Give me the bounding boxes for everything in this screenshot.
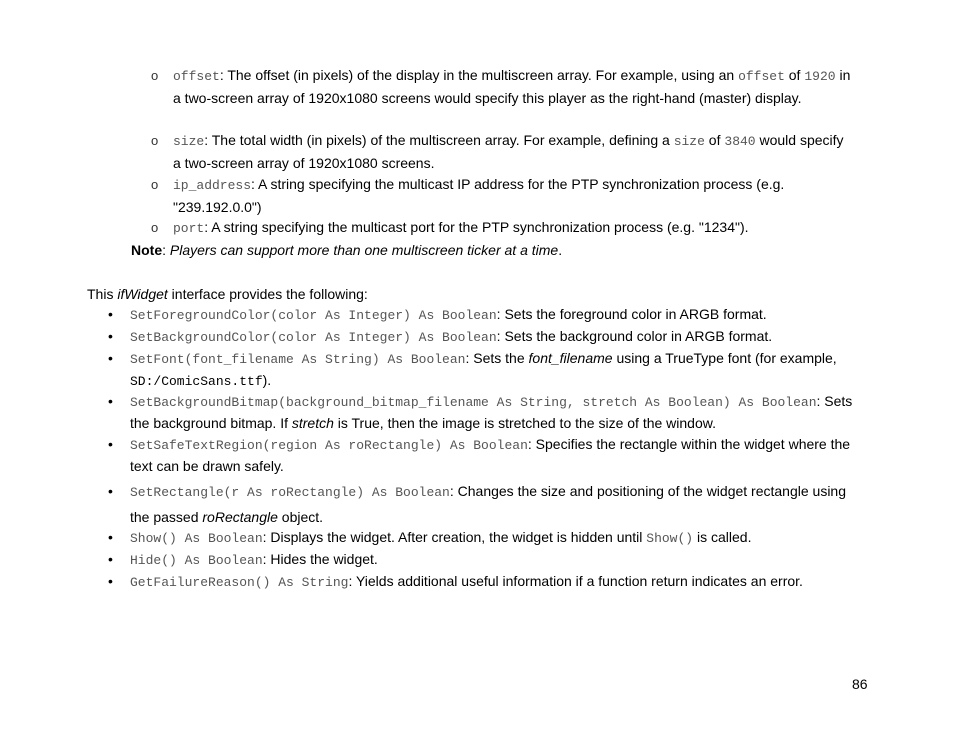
inline-code: Show() — [646, 531, 694, 546]
param-code: ip_address — [173, 178, 252, 193]
bullet-icon: • — [108, 393, 113, 409]
bullet-icon: • — [108, 529, 113, 545]
bullet-icon: • — [108, 573, 113, 589]
method-description: : Specifies the rectangle within the widget where the text can be drawn safely. — [130, 436, 851, 474]
param-name: font_filename — [528, 350, 613, 366]
method-item — [108, 571, 865, 593]
param-code: size — [173, 134, 205, 149]
sub-item-port — [151, 217, 853, 240]
method-description: is called. — [693, 529, 752, 545]
method-item — [108, 326, 865, 348]
method-description: : Sets the — [465, 350, 529, 366]
method-signature: SetSafeTextRegion(region As roRectangle) As Boolean — [130, 438, 528, 453]
method-signature: SetForegroundColor(color As Integer) As Boolean — [130, 308, 497, 323]
interface-name: ifWidget — [117, 286, 168, 302]
method-item — [108, 348, 865, 392]
inline-code: 3840 — [724, 134, 756, 149]
param-description: in a two-screen array of 1920x1080 screens would specify this player as the right-hand (master) display. — [173, 67, 851, 106]
method-description: is True, then the image is stretched to the size of the window. — [333, 415, 716, 431]
param-description: : The total width (in pixels) of the multiscreen array. For example, defining a — [204, 132, 674, 148]
note-paragraph — [131, 240, 562, 260]
method-description: : Changes the size and positioning of the widget rectangle using the passed — [130, 483, 847, 525]
method-item — [108, 527, 865, 549]
param-description: of — [704, 132, 725, 148]
method-signature: SetBackgroundColor(color As Integer) As Boolean — [130, 330, 497, 345]
inline-code: size — [673, 134, 705, 149]
sub-bullet-marker: o — [151, 68, 159, 83]
method-description: object. — [277, 509, 324, 525]
inline-code: 1920 — [804, 69, 836, 84]
bullet-icon: • — [108, 306, 113, 322]
intro-paragraph — [87, 284, 368, 304]
method-description: using a TrueType font (for example, — [612, 350, 837, 366]
sub-bullet-marker: o — [151, 177, 159, 192]
inline-code: offset — [738, 69, 785, 84]
param-description: : A string specifying the multicast IP address for the PTP synchronization process (e.g. "239.192.0.0") — [173, 176, 785, 215]
note-label: Note — [131, 242, 163, 258]
param-name: roRectangle — [202, 509, 278, 525]
sub-item-offset — [151, 65, 853, 109]
sub-item-size — [151, 130, 853, 174]
method-signature: Show() As Boolean — [130, 531, 263, 546]
method-description: : Displays the widget. After creation, the widget is hidden until — [262, 529, 647, 545]
note-text: Players can support more than one multiscreen ticker at a time — [169, 242, 559, 258]
intro-pre: This — [87, 286, 118, 302]
bullet-icon: • — [108, 436, 113, 452]
method-description: : Sets the background bitmap. If — [130, 393, 853, 431]
method-signature: Hide() As Boolean — [130, 553, 263, 568]
bullet-icon: • — [108, 328, 113, 344]
method-description: : Sets the foreground color in ARGB format. — [496, 306, 767, 322]
page-number: 86 — [852, 676, 868, 692]
method-item — [108, 549, 865, 571]
method-description: : Hides the widget. — [262, 551, 378, 567]
sub-bullet-marker: o — [151, 133, 159, 148]
sub-item-ip-address — [151, 174, 853, 218]
method-item — [108, 479, 865, 529]
method-signature: SetBackgroundBitmap(background_bitmap_filename As String, stretch As Boolean) As Boolean — [130, 395, 817, 410]
method-signature: SetFont(font_filename As String) As Boolean — [130, 352, 466, 367]
note-separator: : — [162, 242, 170, 258]
param-description: : The offset (in pixels) of the display in the multiscreen array. For example, using an — [219, 67, 739, 83]
note-end: . — [558, 242, 563, 258]
param-code: port — [173, 221, 205, 236]
param-name: stretch — [291, 415, 334, 431]
method-description: : Yields additional useful information if a function return indicates an error. — [348, 573, 803, 589]
param-description: would specify a two-screen array of 1920x1080 screens. — [173, 132, 844, 171]
method-item — [108, 434, 865, 477]
param-code: offset — [173, 69, 220, 84]
method-signature: GetFailureReason() As String — [130, 575, 349, 590]
method-description: : Sets the background color in ARGB format. — [496, 328, 773, 344]
inline-code: SD:/ComicSans.ttf — [130, 374, 263, 389]
bullet-icon: • — [108, 350, 113, 366]
method-signature: SetRectangle(r As roRectangle) As Boolean — [130, 485, 450, 500]
param-description: of — [784, 67, 805, 83]
sub-bullet-marker: o — [151, 220, 159, 235]
method-item — [108, 391, 865, 434]
param-description: : A string specifying the multicast port for the PTP synchronization process (e.g. "1234"). — [204, 219, 749, 235]
method-description: ). — [262, 372, 272, 388]
intro-post: interface provides the following: — [167, 286, 368, 302]
method-item — [108, 304, 865, 326]
bullet-icon: • — [108, 483, 113, 499]
bullet-icon: • — [108, 551, 113, 567]
